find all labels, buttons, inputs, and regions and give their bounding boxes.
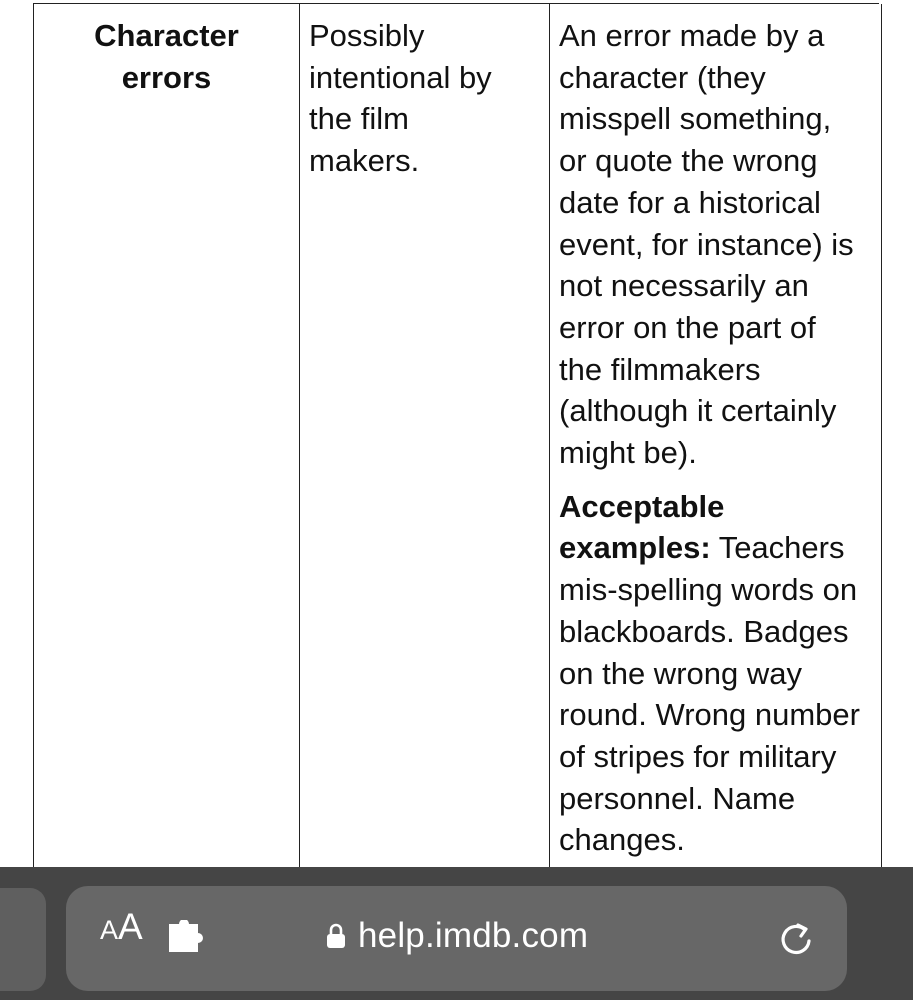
policy-line: the film — [309, 101, 409, 137]
examples-line: blackboards. Badges — [559, 613, 849, 649]
description-line: error on the part of — [559, 309, 816, 345]
description-line: date for a historical — [559, 184, 821, 220]
examples-line: personnel. Name — [559, 780, 796, 816]
reload-icon[interactable] — [776, 919, 816, 959]
description-line: the filmmakers — [559, 351, 761, 387]
browser-toolbar — [0, 867, 913, 1000]
description-line: or quote the wrong — [559, 143, 818, 179]
text-size-small-glyph: A — [100, 915, 119, 945]
text-size-large-glyph: A — [118, 906, 143, 947]
lock-icon — [326, 923, 346, 949]
table-row — [34, 4, 882, 873]
examples-line: on the wrong way — [559, 655, 802, 691]
policy-cell — [300, 4, 550, 873]
examples-line: mis-spelling words on — [559, 572, 858, 608]
examples-line: Teachers — [710, 530, 845, 566]
description-line: event, for instance) is — [559, 226, 854, 262]
previous-tab-peek[interactable] — [0, 888, 46, 991]
error-type-line: errors — [121, 59, 212, 95]
description-line: not necessarily an — [559, 268, 809, 304]
description-line: misspell something, — [559, 101, 832, 137]
examples-line: round. Wrong number — [559, 697, 860, 733]
description-line: An error made by a — [559, 18, 825, 53]
description-paragraph — [559, 15, 872, 474]
examples-line: of stripes for military — [559, 738, 837, 774]
error-type-line: Character — [94, 18, 239, 53]
error-type-cell — [34, 4, 300, 873]
examples-line: changes. — [559, 822, 685, 858]
policy-line: Possibly — [309, 18, 425, 53]
errors-table — [33, 4, 882, 873]
url-text: help.imdb.com — [358, 916, 589, 955]
url-display[interactable] — [326, 911, 588, 961]
puzzle-piece-icon[interactable] — [166, 920, 206, 954]
description-line: character (they — [559, 59, 766, 95]
description-cell — [550, 4, 882, 873]
policy-line: intentional by — [309, 59, 492, 95]
examples-paragraph — [559, 486, 872, 861]
examples-label-line: examples: — [559, 530, 711, 566]
policy-line: makers. — [309, 143, 420, 179]
description-line: might be). — [559, 435, 697, 471]
examples-label-line: Acceptable — [559, 488, 725, 524]
text-size-button[interactable] — [100, 906, 143, 966]
description-line: (although it certainly — [559, 393, 837, 429]
